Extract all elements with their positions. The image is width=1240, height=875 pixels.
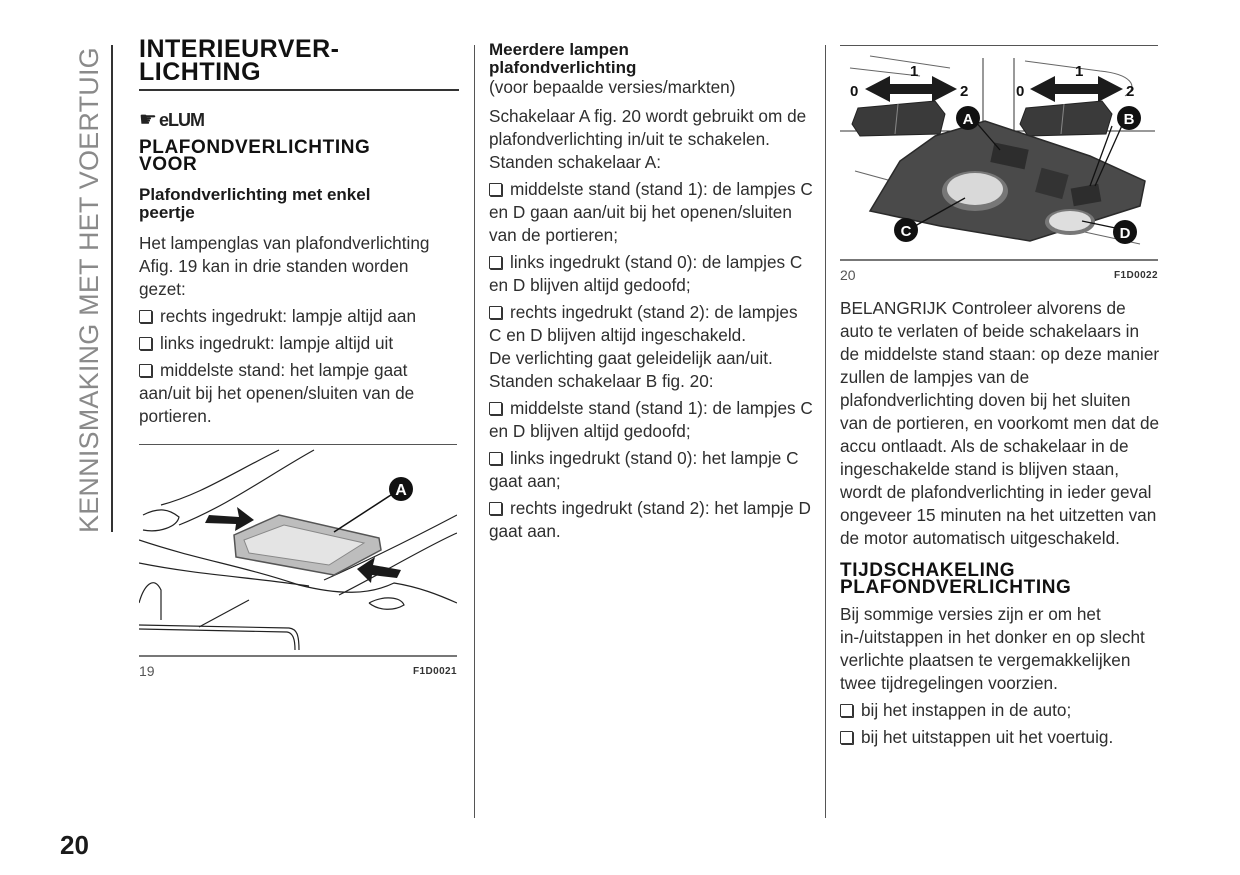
list-item-text: bij het instappen in de auto; — [861, 700, 1072, 720]
subsection-title-line: PLAFONDVERLICHTING — [139, 137, 371, 158]
checkbox-bullet-icon — [139, 310, 152, 323]
intro-paragraph: Bij sommige versies zijn er om het in-/uitstappen in het donker en op slecht verlichte plaatsen te vergemakkelijken twee tijdregelingen voorzien. — [840, 604, 1145, 693]
callout-a-label: A — [962, 111, 974, 128]
checkbox-bullet-icon — [489, 502, 502, 515]
position-1-label: 1 — [910, 63, 919, 80]
position-0-label: 0 — [850, 83, 859, 100]
subsection-title — [840, 562, 1160, 596]
list-item-text: rechts ingedrukt (stand 2): het lampje D gaat aan. — [489, 498, 811, 541]
subtitle: (voor bepaalde versies/markten) — [489, 77, 736, 97]
figure-caption — [840, 259, 1158, 283]
subsection-title — [139, 139, 459, 173]
column-divider — [474, 45, 475, 818]
checkbox-bullet-icon — [139, 364, 152, 377]
list-item — [139, 305, 459, 328]
figure-19 — [139, 444, 457, 679]
list-item — [840, 726, 1160, 749]
list-item-text: middelste stand (stand 1): de lampjes C en D gaan aan/uit bij het openen/sluiten van de portieren; — [489, 179, 813, 245]
checkbox-bullet-icon — [489, 402, 502, 415]
important-note: BELANGRIJK Controleer alvorens de auto te verlaten of beide schakelaars in de middelste stand staan: op deze manier zullen de lampjes van de plafondverlichting doven bij het sluiten van de portieren, en voorkomt men dat de accu ontlaadt. Als de schakelaar in de ingeschakelde stand is blijven staan, wordt de plafondverlichting in ieder geval ongeveer 15 minuten na het uitzetten van de motor automatisch uitgeschakeld. — [840, 298, 1160, 548]
list-item-text: rechts ingedrukt (stand 2): de lampjes C en D blijven altijd ingeschakeld. — [489, 302, 798, 345]
subheading-line: peertje — [139, 203, 195, 222]
checkbox-bullet-icon — [489, 452, 502, 465]
checkbox-bullet-icon — [840, 731, 853, 744]
subsection-title-line: VOOR — [139, 154, 198, 175]
checkbox-bullet-icon — [489, 306, 502, 319]
subheading-line: Meerdere lampen — [489, 40, 629, 59]
figure-code: F1D0022 — [1114, 270, 1158, 281]
column-1 — [139, 35, 459, 679]
subheading — [139, 186, 459, 222]
checkbox-bullet-icon — [840, 704, 853, 717]
position-0-label: 0 — [1016, 83, 1025, 100]
callout-a-label: A — [395, 482, 407, 499]
pointing-hand-icon: ☛ — [139, 109, 157, 131]
subheading — [489, 41, 814, 77]
list-item — [139, 332, 459, 355]
list-item-text: links ingedrukt (stand 0): het lampje C gaat aan; — [489, 448, 799, 491]
figure-code: F1D0021 — [413, 666, 457, 677]
callout-b-label: B — [1123, 111, 1135, 128]
section-title — [139, 35, 459, 91]
switch-b-label: Standen schakelaar B fig. 20: — [489, 371, 714, 391]
intro-paragraph: Schakelaar A fig. 20 wordt gebruikt om de plafondverlichting in/uit te schakelen. — [489, 106, 807, 149]
list-item-text: links ingedrukt: lampje altijd uit — [160, 333, 394, 353]
figure-number: 20 — [840, 267, 856, 283]
intro-paragraph: Het lampenglas van plafondverlichting Afig. 19 kan in drie standen worden gezet: — [139, 233, 430, 299]
list-item — [489, 447, 814, 493]
note: De verlichting gaat geleidelijk aan/uit. — [489, 348, 773, 368]
section-title-line: LICHTING — [139, 58, 262, 86]
callout-c-label: C — [900, 223, 912, 240]
overhead-console-illustration — [840, 46, 1158, 254]
figure-caption — [139, 655, 457, 679]
switch-a-diagram — [850, 63, 968, 136]
list-item — [840, 699, 1160, 722]
list-item — [139, 359, 459, 428]
section-title-line: INTERIEURVER- — [139, 35, 340, 63]
list-item — [489, 251, 814, 297]
column-divider — [825, 45, 826, 818]
dome-light-illustration — [139, 445, 457, 650]
switch-a-label: Standen schakelaar A: — [489, 152, 661, 172]
list-item-text: links ingedrukt (stand 0): de lampjes C en D blijven altijd gedoofd; — [489, 252, 803, 295]
callout-d-label: D — [1119, 225, 1131, 242]
list-item — [489, 301, 814, 347]
arrow-left-icon — [357, 557, 401, 583]
subheading-line: Plafondverlichting met enkel — [139, 185, 371, 204]
subheading-line: plafondverlichting — [489, 58, 637, 77]
lamp-c — [947, 173, 1003, 205]
list-item-text: middelste stand (stand 1): de lampjes C en D blijven altijd gedoofd; — [489, 398, 813, 441]
position-2-label: 2 — [1126, 83, 1135, 100]
checkbox-bullet-icon — [489, 256, 502, 269]
list-item-text: rechts ingedrukt: lampje altijd aan — [160, 306, 417, 326]
list-item — [489, 178, 814, 247]
checkbox-bullet-icon — [489, 183, 502, 196]
lamp-lens — [234, 515, 381, 575]
arrow-right-icon — [205, 507, 254, 531]
column-2 — [489, 41, 814, 543]
list-item-text: bij het uitstappen uit het voertuig. — [861, 727, 1114, 747]
chapter-side-title: KENNISMAKING MET HET VOERTUIG — [74, 47, 104, 533]
figure-20 — [840, 45, 1158, 283]
side-rule — [111, 45, 113, 532]
subsection-title-line: TIJDSCHAKELING — [840, 560, 1016, 581]
elum-indicator — [139, 109, 459, 131]
page-number: 20 — [60, 830, 89, 860]
elum-label: eLUM — [158, 109, 204, 130]
position-1-label: 1 — [1075, 63, 1084, 80]
figure-number: 19 — [139, 663, 155, 679]
list-item-text: middelste stand: het lampje gaat aan/uit bij het openen/sluiten van de portieren. — [139, 360, 415, 426]
list-item — [489, 397, 814, 443]
list-item — [489, 497, 814, 543]
column-3 — [840, 38, 1160, 749]
subsection-title-line: PLAFONDVERLICHTING — [840, 577, 1072, 598]
checkbox-bullet-icon — [139, 337, 152, 350]
position-2-label: 2 — [960, 83, 969, 100]
